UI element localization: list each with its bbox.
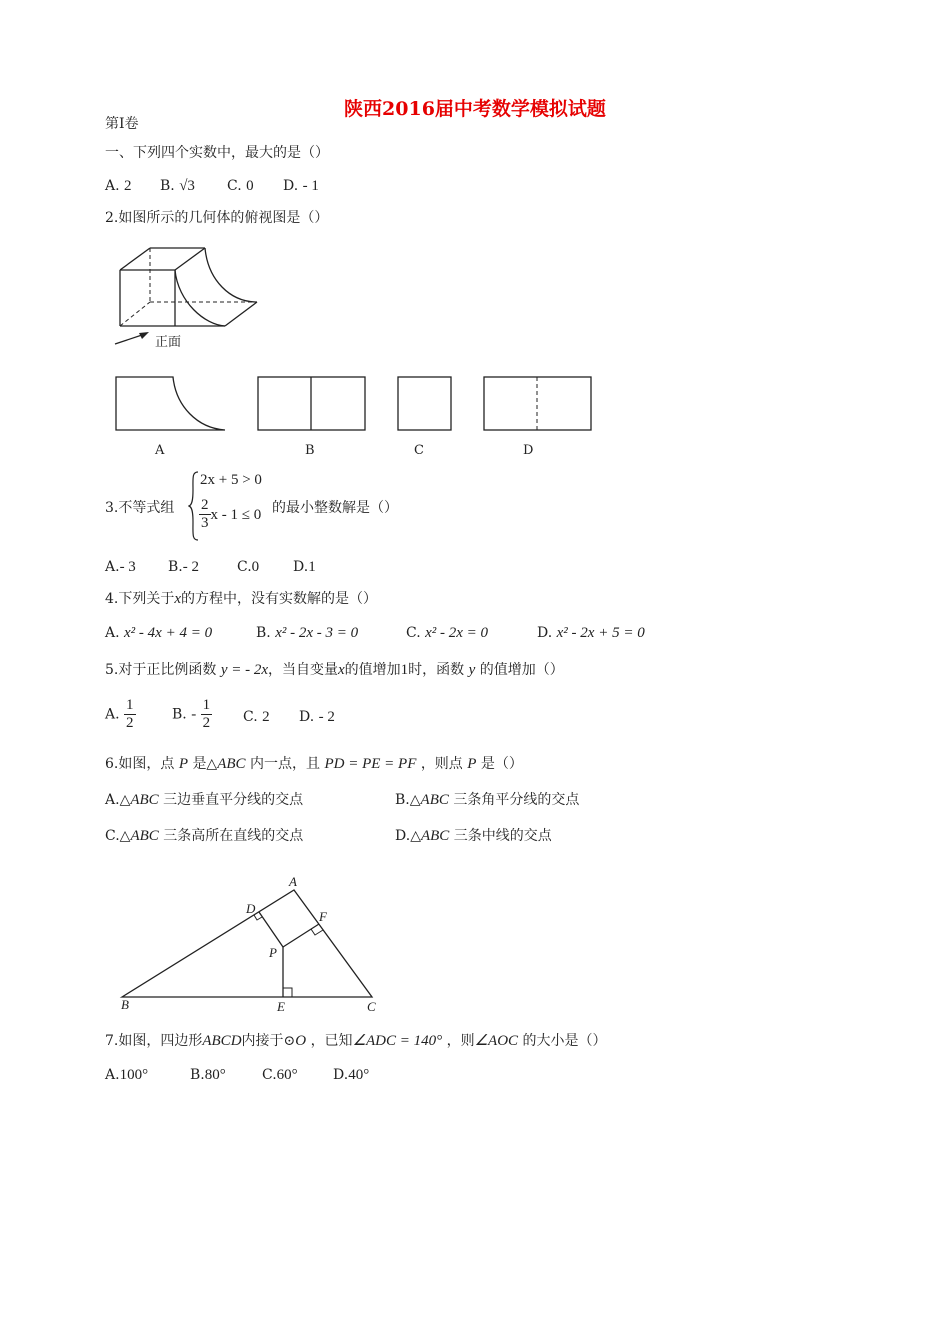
option-text: 三条高所在直线的交点 [163, 828, 304, 844]
stem-text: 是（） [480, 756, 523, 772]
q3-inequality-1: 2x + 5 > 0 [200, 472, 262, 488]
option-value: - 3 [119, 559, 136, 575]
stem-text: 的值增加 [344, 662, 401, 678]
choice-label-d: D [523, 443, 534, 458]
q4-option-b [256, 623, 358, 643]
segment-pf [283, 924, 319, 947]
option-equation: x² - 2x + 5 = 0 [556, 625, 645, 641]
q4-option-d [537, 623, 645, 643]
choice-label-a: A [155, 443, 165, 458]
stem-text: 内一点，且 [250, 756, 321, 772]
option-value: 40° [348, 1067, 370, 1083]
label-b: B [121, 997, 129, 1012]
variable: y [468, 662, 476, 678]
label-e: E [277, 999, 285, 1014]
denominator: 2 [126, 715, 134, 731]
option-value: √3 [179, 178, 195, 194]
option-letter: D. [299, 709, 315, 725]
triangle-name: ABC [420, 828, 450, 844]
q5-option-d [299, 707, 335, 727]
stem-text: ，则 [446, 1033, 475, 1049]
stem-text: ，当自变量 [268, 662, 338, 678]
fraction [124, 697, 136, 732]
paper-title: 陕西2016届中考数学模拟试题 [344, 98, 606, 120]
stem-text: ，则点 [420, 756, 463, 772]
triangle-name: ABC [217, 756, 246, 772]
triangle-name: ABC [130, 792, 159, 808]
q3-prefix: 3.不等式组 [105, 500, 175, 516]
option-equation: x² - 2x = 0 [425, 625, 489, 641]
right-angle-f [311, 929, 323, 935]
number: 1 [400, 662, 409, 678]
q2-stem: 2.如图所示的几何体的俯视图是（） [105, 210, 329, 226]
q2-choice-figures [105, 370, 605, 440]
option-letter: D. [537, 625, 553, 641]
option-letter: C. [406, 625, 421, 641]
stem-text: ，已知 [310, 1033, 353, 1049]
denominator: 3 [201, 515, 209, 531]
label-a: A [289, 874, 297, 889]
q4-stem [105, 589, 377, 609]
option-value: - 2 [182, 559, 199, 575]
q6-option-d [395, 826, 552, 846]
option-letter: B. [395, 792, 410, 808]
choice-a-shape [116, 377, 225, 430]
option-equation: x² - 4x + 4 = 0 [124, 625, 213, 641]
q5-stem [105, 660, 564, 680]
minus-sign: - [191, 706, 197, 723]
given-equation: PD = PE = PF [324, 756, 417, 772]
variable: x [174, 591, 182, 607]
option-text: 三条中线的交点 [453, 828, 552, 844]
option-letter: C. [243, 709, 258, 725]
q7-option-c [262, 1065, 298, 1085]
point-label: P [467, 756, 477, 772]
numerator: 1 [126, 697, 134, 713]
option-letter: C. [262, 1067, 277, 1083]
point-label: P [178, 756, 188, 772]
option-letter: B. [172, 706, 187, 723]
numerator: 2 [201, 497, 209, 513]
stem-text: 是△ [192, 756, 218, 772]
option-letter: D. [333, 1067, 349, 1083]
stem-text: 6.如图，点 [105, 756, 175, 772]
q7-option-b [190, 1065, 226, 1085]
q7-stem [105, 1031, 607, 1051]
option-letter: D. [283, 178, 299, 194]
q1-option-b [160, 176, 195, 196]
q1-option-d [283, 176, 319, 196]
circle-center: O [295, 1033, 307, 1049]
q3-option-d [293, 557, 316, 577]
option-value: 100° [119, 1067, 149, 1083]
section-label: 第I卷 [105, 116, 139, 132]
option-value: 80° [204, 1067, 226, 1083]
option-text: 三条角平分线的交点 [453, 792, 580, 808]
q3-suffix: 的最小整数解是（） [272, 500, 398, 516]
stem-text: 5.对于正比例函数 [105, 662, 217, 678]
fraction [201, 697, 213, 732]
option-letter: A. [105, 792, 120, 808]
label-p: P [269, 945, 277, 960]
given-angle: ∠ADC = 140° [352, 1033, 443, 1049]
segment-pd [259, 912, 283, 947]
q6-option-c [105, 826, 303, 846]
front-view-label: 正面 [155, 335, 182, 350]
option-letter: A. [105, 625, 120, 641]
q6-triangle-figure [110, 870, 390, 1020]
triangle-symbol: △ [119, 792, 131, 808]
label-d: D [246, 901, 256, 916]
stem-text: 的方程中，没有实数解的是（） [181, 591, 378, 607]
q6-option-b [395, 790, 579, 810]
stem-text: 时，函数 [408, 662, 465, 678]
q6-option-a [105, 790, 303, 810]
triangle-symbol: △ [410, 828, 421, 844]
option-text: 三边垂直平分线的交点 [163, 792, 304, 808]
denominator: 2 [202, 715, 211, 731]
option-value: 2 [124, 178, 132, 194]
option-letter: A. [105, 706, 120, 723]
choice-c-shape [398, 377, 451, 430]
q1-option-c [227, 176, 254, 196]
choice-label-b: B [305, 443, 315, 458]
choice-label-c: C [414, 443, 424, 458]
q3-option-a [105, 557, 136, 577]
option-value: 60° [276, 1067, 298, 1083]
q3-option-b [168, 557, 199, 577]
inequality-rest: x - 1 ≤ 0 [210, 507, 262, 523]
q6-stem [105, 754, 523, 774]
q4-option-a [105, 623, 212, 643]
option-value: 1 [308, 559, 316, 575]
q2-solid-figure [105, 240, 275, 355]
option-letter: B. [256, 625, 271, 641]
q5-option-b [172, 697, 212, 732]
option-letter: C. [105, 828, 120, 844]
target-angle: ∠AOC [474, 1033, 519, 1049]
option-value: 0 [246, 178, 254, 194]
option-letter: C. [227, 178, 242, 194]
stem-text: 内接于⊙ [241, 1033, 296, 1049]
option-value: - 1 [302, 178, 319, 194]
option-value: 2 [262, 709, 270, 725]
option-letter: A. [105, 559, 120, 575]
triangle-name: ABC [420, 792, 449, 808]
variable: x [338, 662, 345, 678]
label-f: F [319, 909, 327, 924]
option-letter: D. [395, 828, 411, 844]
numerator: 1 [202, 697, 211, 713]
function-expression: y = - 2x [220, 662, 268, 678]
option-letter: D. [293, 559, 309, 575]
triangle-name: ABC [130, 828, 159, 844]
q3-option-c [237, 557, 259, 577]
q1-option-a [105, 176, 132, 196]
stem-text: 7.如图，四边形 [105, 1033, 203, 1049]
option-equation: x² - 2x - 3 = 0 [275, 625, 359, 641]
option-value: 0 [251, 559, 260, 575]
stem-text: 的大小是（） [522, 1033, 607, 1049]
right-angle-e [283, 988, 292, 997]
option-letter: B. [160, 178, 175, 194]
fraction [199, 497, 211, 532]
option-letter: B. [168, 559, 183, 575]
triangle-symbol: △ [409, 792, 421, 808]
stem-text: 的值增加（） [479, 662, 564, 678]
q1-stem: 一、下列四个实数中，最大的是（） [105, 145, 329, 161]
q5-option-c [243, 707, 270, 727]
q4-option-c [406, 623, 488, 643]
q7-option-a [105, 1065, 148, 1085]
quadrilateral-name: ABCD [202, 1033, 242, 1049]
triangle-symbol: △ [119, 828, 131, 844]
option-value: - 2 [318, 709, 335, 725]
option-letter: B. [190, 1067, 205, 1083]
stem-text: 4.下列关于 [105, 591, 175, 607]
label-c: C [367, 999, 376, 1014]
option-letter: A. [105, 178, 120, 194]
q5-option-a [105, 697, 136, 732]
q3-inequality-2 [199, 497, 261, 532]
q7-option-d [333, 1065, 369, 1085]
option-letter: C. [237, 559, 252, 575]
option-letter: A. [105, 1067, 120, 1083]
